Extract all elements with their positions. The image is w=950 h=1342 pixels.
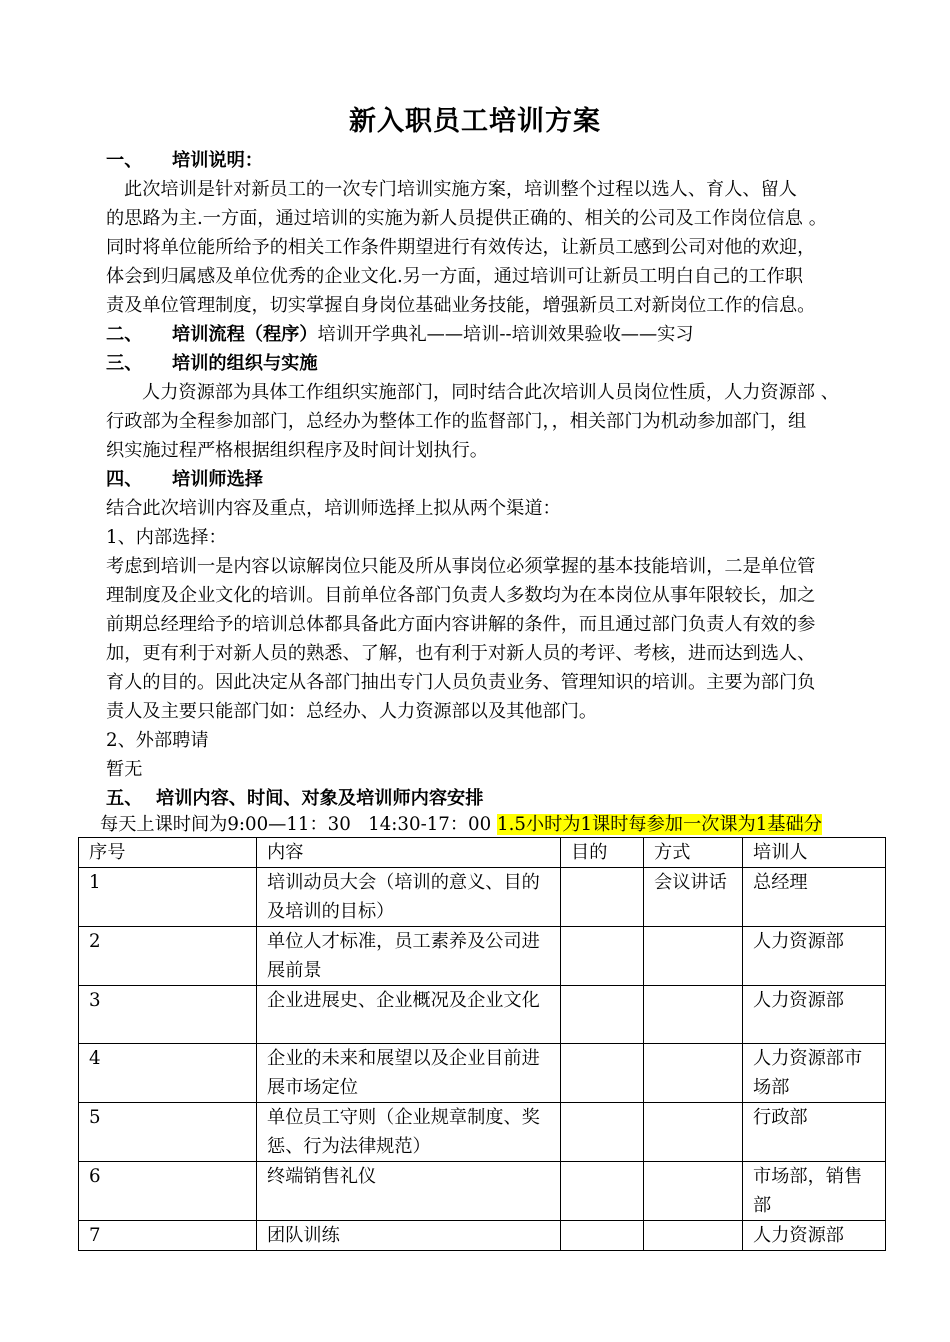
table-cell: 4 [79, 1044, 257, 1103]
table-cell: 2 [79, 927, 257, 986]
paragraph-line: 育人的目的。因此决定从各部门抽出专门人员负责业务、管理知识的培训。主要为部门负 [106, 672, 816, 693]
section-heading-1: 一、 培训说明： [106, 150, 263, 171]
schedule-line: 每天上课时间为9:00—11：30 14:30-17：00 1.5小时为1课时每参加一次课为1基础分 [100, 814, 822, 835]
subheading: 2、外部聘请 [106, 730, 209, 751]
table-cell: 1 [79, 868, 257, 927]
table-cell [561, 1044, 644, 1103]
header-cell: 内容 [257, 838, 561, 868]
table-cell [561, 927, 644, 986]
paragraph-line: 的思路为主.一方面，通过培训的实施为新人员提供正确的、相关的公司及工作岗位信息 。 [106, 208, 827, 229]
header-cell: 序号 [79, 838, 257, 868]
highlighted-note: 1.5小时为1课时每参加一次课为1基础分 [497, 814, 822, 835]
paragraph-line: 暂无 [106, 759, 143, 780]
paragraph-line: 体会到归属感及单位优秀的企业文化.另一方面，通过培训可让新员工明白自己的工作职 [106, 266, 803, 287]
table-cell: 人力资源部 [743, 1221, 886, 1251]
section-heading-4: 四、 培训师选择 [106, 469, 263, 490]
table-cell: 培训动员大会（培训的意义、目的及培训的目标） [257, 868, 561, 927]
paragraph-line: 结合此次培训内容及重点，培训师选择上拟从两个渠道： [106, 498, 561, 519]
table-row [79, 986, 886, 1044]
header-cell: 目的 [561, 838, 644, 868]
table-cell: 5 [79, 1103, 257, 1162]
paragraph-line: 前期总经理给予的培训总体都具备此方面内容讲解的条件，而且通过部门负责人有效的参 [106, 614, 816, 635]
table-cell [561, 1221, 644, 1251]
paragraph-line: 责人及主要只能部门如：总经办、人力资源部以及其他部门。 [106, 701, 598, 722]
section-heading-5: 五、 培训内容、时间、对象及培训师内容安排 [106, 788, 484, 809]
section-heading-2: 二、 培训流程（程序）培训开学典礼——培训--培训效果验收——实习 [106, 324, 694, 345]
table-cell: 终端销售礼仪 [257, 1162, 561, 1221]
paragraph-line: 理制度及企业文化的培训。目前单位各部门负责人多数均为在本岗位从事年限较长，加之 [106, 585, 816, 606]
table-row [79, 1103, 886, 1162]
subheading: 1、内部选择： [106, 527, 227, 548]
table-cell: 单位人才标准，员工素养及公司进展前景 [257, 927, 561, 986]
document-title: 新入职员工培训方案 [349, 106, 601, 137]
table-cell: 会议讲话 [644, 868, 743, 927]
table-cell [561, 986, 644, 1044]
table-row [79, 868, 886, 927]
paragraph-line: 考虑到培训一是内容以谅解岗位只能及所从事岗位必须掌握的基本技能培训，二是单位管 [106, 556, 816, 577]
table-cell: 7 [79, 1221, 257, 1251]
table-cell: 人力资源部市场部 [743, 1044, 886, 1103]
table-cell: 人力资源部 [743, 927, 886, 986]
table-cell [644, 986, 743, 1044]
table-row [79, 1162, 886, 1221]
table-cell: 3 [79, 986, 257, 1044]
paragraph-line: 加，更有利于对新人员的熟悉、了解，也有利于对新人员的考评、考核，进而达到选人、 [106, 643, 816, 664]
table-row [79, 1221, 886, 1251]
paragraph-line: 行政部为全程参加部门，总经办为整体工作的监督部门，，相关部门为机动参加部门，组 [106, 411, 807, 432]
header-cell: 培训人 [743, 838, 886, 868]
paragraph-line: 责及单位管理制度，切实掌握自身岗位基础业务技能，增强新员工对新岗位工作的信息。 [106, 295, 816, 316]
table-cell [561, 1103, 644, 1162]
table-cell [644, 1044, 743, 1103]
table-cell [561, 868, 644, 927]
section-heading-3: 三、 培训的组织与实施 [106, 353, 318, 374]
training-schedule-table [78, 837, 886, 1251]
table-cell: 行政部 [743, 1103, 886, 1162]
table-cell: 6 [79, 1162, 257, 1221]
paragraph-line: 此次培训是针对新员工的一次专门培训实施方案，培训整个过程以选人、育人、留人 [124, 179, 797, 200]
table-row [79, 927, 886, 986]
table-cell: 团队训练 [257, 1221, 561, 1251]
paragraph-line: 织实施过程严格根据组织程序及时间计划执行。 [106, 440, 488, 461]
table-cell [644, 1162, 743, 1221]
table-cell [561, 1162, 644, 1221]
table-cell: 企业进展史、企业概况及企业文化 [257, 986, 561, 1044]
paragraph-line: 人力资源部为具体工作组织实施部门，同时结合此次培训人员岗位性质，人力资源部 、 [142, 382, 839, 403]
table-cell: 总经理 [743, 868, 886, 927]
table-cell [644, 1221, 743, 1251]
table-cell [644, 927, 743, 986]
table-cell [644, 1103, 743, 1162]
paragraph-line: 同时将单位能所给予的相关工作条件期望进行有效传达，让新员工感到公司对他的欢迎， [106, 237, 816, 258]
table-header-row [79, 838, 886, 868]
table-cell: 单位员工守则（企业规章制度、奖惩、行为法律规范） [257, 1103, 561, 1162]
header-cell: 方式 [644, 838, 743, 868]
table-cell: 人力资源部 [743, 986, 886, 1044]
table-row [79, 1044, 886, 1103]
table-cell: 企业的未来和展望以及企业目前进展市场定位 [257, 1044, 561, 1103]
table-cell: 市场部，销售部 [743, 1162, 886, 1221]
